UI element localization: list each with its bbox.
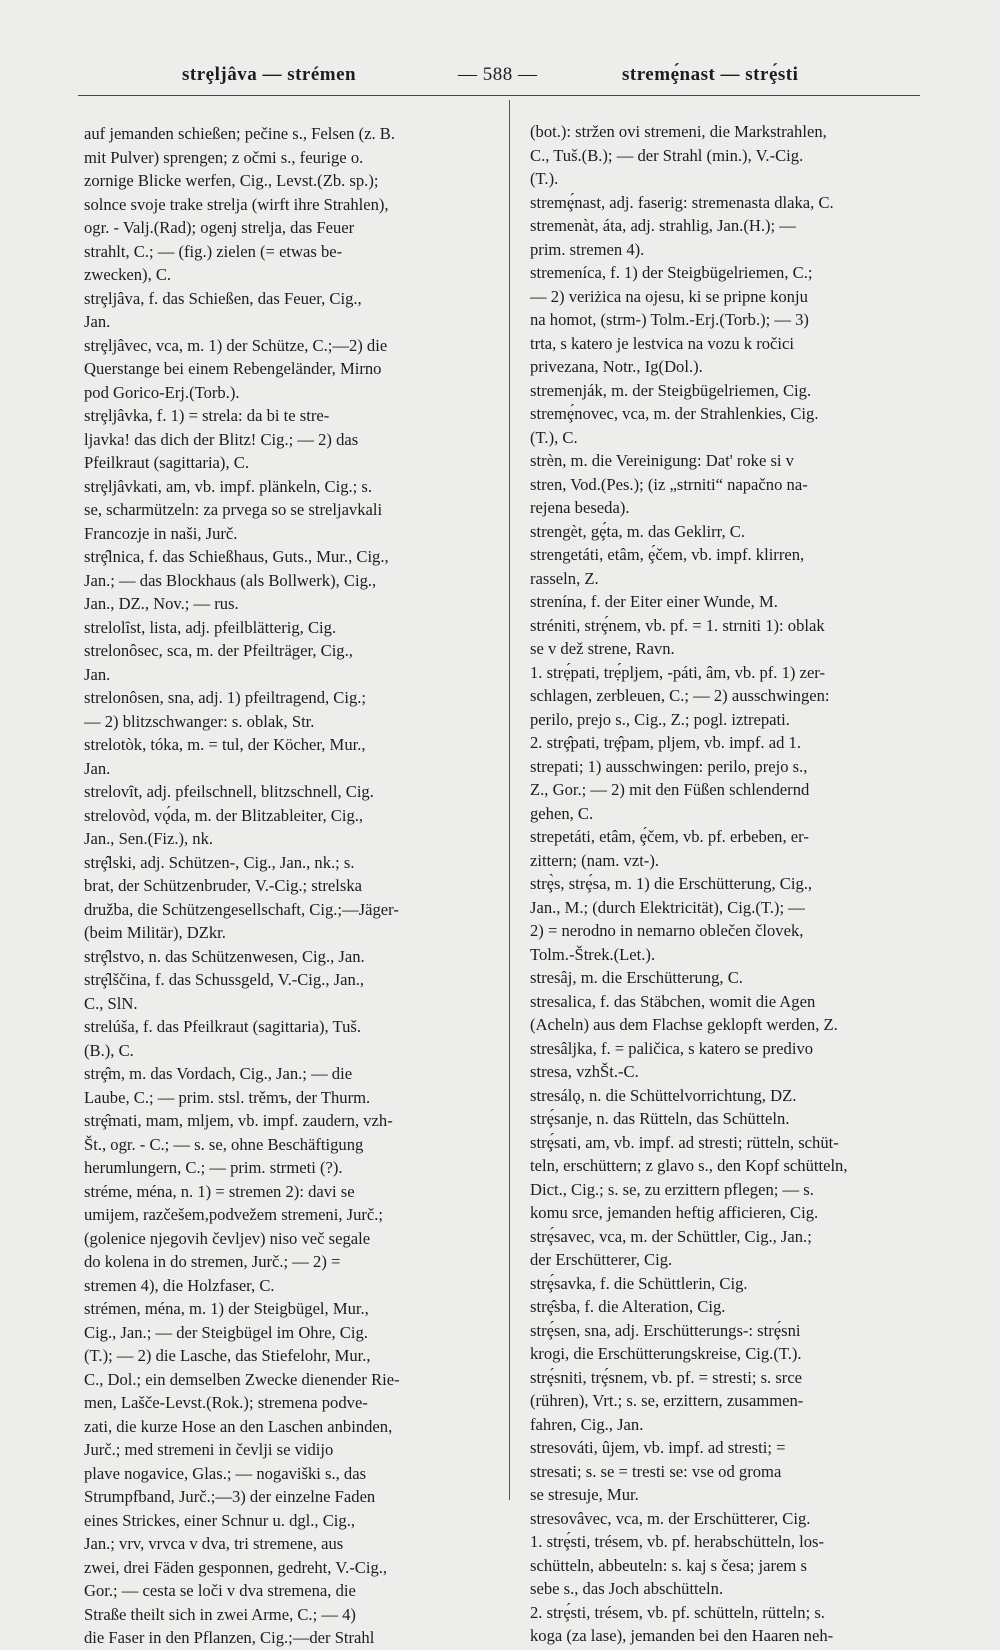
entry-line: rejena beseda). [530, 498, 630, 517]
entry-line: strepetáti, etâm, ȩ́čem, vb. pf. erbeben, er- [530, 827, 809, 846]
entry-line: Laube, C.; — prim. stsl. trěmъ, der Thurm. [84, 1087, 371, 1107]
entry-line: družba, die Schützengesellschaft, Cig.;—Jäger- [84, 899, 399, 919]
entry-line: solnce svoje trake strelja (wirft ihre Strahlen), [84, 194, 389, 214]
entry-line: strèn, m. die Vereinigung: Dat' roke si v [530, 451, 794, 470]
entry-line: Francozje in naši, Jurč. [84, 523, 238, 543]
entry-line: stréme, ména, n. 1) = stremen 2): davi se [84, 1181, 355, 1201]
entry-line: strȩ̂lnica, f. das Schießhaus, Guts., Mur., Cig., [84, 547, 389, 566]
entry-line: strengetáti, etâm, ȩ́čem, vb. impf. klirren, [530, 545, 805, 564]
entry-line: zwei, drei Fäden gesponnen, gedreht, V.-Cig., [84, 1557, 388, 1577]
entry-line: Jan. [84, 312, 111, 331]
entry-line: koga (za lase), jemanden bei den Haaren neh- [530, 1626, 834, 1645]
entry-line: eines Strickes, einer Schnur u. dgl., Cig., [84, 1510, 355, 1530]
entry-line: se v dež strene, Ravn. [530, 639, 675, 658]
entry-line: Jan. [84, 664, 111, 684]
entry-line: stremenják, m. der Steigbügelriemen, Cig. [530, 380, 812, 400]
entry-line: stremenàt, áta, adj. strahlig, Jan.(H.); — [530, 216, 796, 235]
entry-line: — 2) veriżica na ojesu, ki se pripne konju [530, 286, 808, 306]
entry-line: strȩljâva, f. das Schießen, das Feuer, Cig., [84, 288, 362, 308]
entry-line: ogr. - Valj.(Rad); ogenj strelja, das Feuer [84, 218, 355, 237]
entry-line: stresovâvec, vca, m. der Erschütterer, Cig. [530, 1508, 811, 1528]
entry-line: zwecken), C. [84, 265, 172, 284]
entry-line: strȩljâvka, f. 1) = strela: da bi te stre- [84, 406, 330, 425]
entry-line: strenína, f. der Eiter einer Wunde, M. [530, 592, 778, 611]
column-divider [509, 100, 510, 1500]
entry-line: stresalica, f. das Stäbchen, womit die Agen [530, 991, 816, 1011]
entry-line: se, scharmützeln: za prvega so se streljavkali [84, 500, 383, 519]
entry-line: (Acheln) aus dem Flachse geklopft werden, Z. [530, 1015, 838, 1034]
entry-line: stresováti, ûjem, vb. impf. ad stresti; = [530, 1438, 786, 1457]
entry-line: (rühren), Vrt.; s. se, erzittern, zusammen- [530, 1391, 804, 1410]
entry-line: (T.); — 2) die Lasche, das Stiefelohr, Mur., [84, 1346, 371, 1365]
entry-line: strȩ́savec, vca, m. der Schüttler, Cig., Jan.; [530, 1226, 812, 1246]
entry-line: privezana, Notr., Ig(Dol.). [530, 357, 703, 376]
entry-line: strepati; 1) ausschwingen: perilo, prejo s., [530, 756, 808, 776]
entry-line: strȩ̂lstvo, n. das Schützenwesen, Cig., Jan. [84, 946, 365, 966]
entry-line: Jan.; vrv, vrvca v dva, tri stremene, aus [84, 1534, 344, 1553]
entry-line: ljavka! das dich der Blitz! Cig.; — 2) das [84, 429, 359, 449]
entry-line: schlagen, zerbleuen, C.; — 2) ausschwingen: [530, 686, 830, 705]
entry-line: strȩ́sanje, n. das Rütteln, das Schütteln. [530, 1109, 790, 1128]
entry-line: die Faser in den Pflanzen, Cig.;—der Strahl [84, 1628, 375, 1647]
entry-line: strȩ́sniti, trȩ́snem, vb. pf. = stresti; s. srce [530, 1367, 803, 1387]
entry-line: strȩ̂sba, f. die Alteration, Cig. [530, 1297, 726, 1316]
entry-line: Tolm.-Štrek.(Let.). [530, 944, 656, 964]
entry-line: se stresuje, Mur. [530, 1485, 639, 1504]
entry-line: brat, der Schützenbruder, V.-Cig.; strelska [84, 876, 362, 895]
entry-line: sebe s., das Joch abschütteln. [530, 1579, 724, 1598]
entry-line: auf jemanden schießen; pečine s., Felsen (z. B. [84, 124, 396, 143]
entry-line: strȩ̂m, m. das Vordach, Cig., Jan.; — die [84, 1064, 353, 1083]
entry-line: men, Lašče-Levst.(Rok.); stremena podve- [84, 1393, 368, 1412]
entry-line: strémen, ména, m. 1) der Steigbügel, Mur., [84, 1299, 369, 1318]
header-left-guide: strȩljâva — strémen [182, 64, 357, 85]
entry-line: Z., Gor.; — 2) mit den Füßen schlendernd [530, 780, 810, 799]
entry-line: do kolena in do stremen, Jurč.; — 2) = [84, 1252, 341, 1271]
entry-line: fahren, Cig., Jan. [530, 1414, 644, 1434]
entry-line: Jan., Sen.(Fiz.), nk. [84, 829, 214, 848]
entry-line: strȩljâvkati, am, vb. impf. plänkeln, Cig.; s. [84, 476, 373, 496]
entry-line: 1. strȩ́sti, trésem, vb. pf. herabschütteln, los- [530, 1532, 825, 1551]
entry-line: Cig., Jan.; — der Steigbügel im Ohre, Cig. [84, 1322, 368, 1342]
entry-line: Strumpfband, Jurč.;—3) der einzelne Faden [84, 1487, 376, 1506]
entry-line: stresa, vzhŠt.-C. [530, 1062, 639, 1081]
entry-line: strelotòk, tóka, m. = tul, der Köcher, Mur., [84, 735, 366, 754]
entry-line: Jan., DZ., Nov.; — rus. [84, 594, 239, 613]
entry-line: stréniti, strȩ́nem, vb. pf. = 1. strniti 1): oblak [530, 615, 825, 635]
entry-line: stremeníca, f. 1) der Steigbügelriemen, C.; [530, 263, 813, 282]
entry-line: pod Gorico-Erj.(Torb.). [84, 382, 240, 402]
entry-line: Jan.; — das Blockhaus (als Bollwerk), Cig., [84, 570, 377, 590]
entry-line: strȩ́savka, f. die Schüttlerin, Cig. [530, 1273, 748, 1293]
entry-line: (beim Militär), DZkr. [84, 923, 226, 942]
entry-line: strelovȋt, adj. pfeilschnell, blitzschnell, Cig. [84, 782, 374, 801]
entry-line: stresálǫ, n. die Schüttelvorrichtung, DZ. [530, 1085, 797, 1105]
entry-line: C., SlN. [84, 993, 138, 1013]
entry-line: komu srce, jemanden heftig afficieren, Cig. [530, 1203, 819, 1222]
entry-line: (golenice njegovih čevljev) niso več segale [84, 1228, 371, 1248]
entry-line: strelovòd, vǫ́da, m. der Blitzableiter, Cig., [84, 805, 364, 825]
entry-line: Jan., M.; (durch Elektricität), Cig.(T.); — [530, 897, 805, 917]
entry-line: Straße theilt sich in zwei Arme, C.; — 4) [84, 1604, 356, 1624]
entry-line: herumlungern, C.; — prim. strmeti (?). [84, 1158, 343, 1177]
entry-line: Dict., Cig.; s. se, zu erzittern pflegen; — s. [530, 1179, 814, 1199]
entry-line: der Erschütterer, Cig. [530, 1250, 673, 1269]
entry-line: strȩljâvec, vca, m. 1) der Schütze, C.;—2) die [84, 335, 388, 355]
header-right-guide: stremȩ́nast — strȩ́sti [622, 64, 799, 85]
entry-line: perilo, prejo s., Cig., Z.; pogl. iztrepati. [530, 709, 790, 729]
entry-line: strȩ̂lski, adj. Schützen-, Cig., Jan., nk.; s. [84, 852, 355, 872]
entry-line: strȩ́sati, am, vb. impf. ad stresti; rütteln, schüt- [530, 1132, 839, 1152]
right-column [530, 120, 950, 1648]
entry-line: strahlt, C.; — (fig.) zielen (= etwas be- [84, 241, 343, 261]
entry-line: stresati; s. se = tresti se: vse od groma [530, 1461, 782, 1481]
entry-line: Querstange bei einem Rebengeländer, Mirno [84, 359, 382, 378]
entry-line: — 2) blitzschwanger: s. oblak, Str. [84, 711, 315, 731]
entry-line: stresâj, m. die Erschütterung, C. [530, 968, 743, 987]
entry-line: strelonôsec, sca, m. der Pfeilträger, Cig., [84, 641, 353, 660]
entry-line: C., Dol.; ein demselben Zwecke dienender Rie- [84, 1369, 400, 1389]
entry-line: zittern; (nam. vzt-). [530, 850, 660, 870]
left-column [84, 122, 502, 1650]
entry-line: (B.), C. [84, 1040, 134, 1060]
entry-line: strȩ̂mati, mam, mljem, vb. impf. zaudern, vzh- [84, 1111, 393, 1130]
entry-line: strȩ̀s, strȩ́sa, m. 1) die Erschütterung, Cig., [530, 874, 813, 893]
entry-line: trta, s katero je lestvica na vozu k ročici [530, 333, 795, 353]
entry-line: strelúša, f. das Pfeilkraut (sagittaria), Tuš. [84, 1017, 361, 1036]
entry-line: strȩ̂lščina, f. das Schussgeld, V.-Cig., Jan., [84, 970, 365, 989]
entry-line: krogi, die Erschütterungskreise, Cig.(T.). [530, 1344, 802, 1363]
entry-line: na homot, (strm-) Tolm.-Erj.(Torb.); — 3) [530, 310, 809, 329]
entry-line: teln, erschüttern; z glavo s., den Kopf schütteln, [530, 1156, 848, 1175]
entry-line: 2) = nerodno in nemarno oblečen človek, [530, 921, 804, 940]
page-number: — 588 — [458, 64, 538, 85]
entry-line: stren, Vod.(Pes.); (iz „strniti“ napačno na- [530, 474, 808, 494]
entry-line: Jan. [84, 758, 111, 778]
entry-line: 2. strȩ̂pati, trȩ̂pam, pljem, vb. impf. ad 1. [530, 733, 801, 752]
entry-line: 2. strȩ́sti, trésem, vb. pf. schütteln, rütteln; s. [530, 1602, 825, 1622]
entry-line: schütteln, abbeuteln: s. kaj s česa; jarem s [530, 1555, 807, 1575]
entry-line: umijem, razčešem,podvežem stremeni, Jurč.; [84, 1205, 384, 1224]
entry-line: stremȩ́novec, vca, m. der Strahlenkies, Cig. [530, 404, 819, 423]
entry-line: Jurč.; med stremeni in čevlji se vidijo [84, 1440, 334, 1459]
entry-line: Gor.; — cesta se loči v dva stremena, die [84, 1581, 356, 1600]
entry-line: strelonôsen, sna, adj. 1) pfeiltragend, Cig.; [84, 688, 367, 707]
entry-line: stresâljka, f. = paličica, s katero se predivo [530, 1038, 814, 1058]
entry-line: (bot.): stržen ovi stremeni, die Markstrahlen, [530, 122, 827, 141]
entry-line: (T.). [530, 169, 559, 188]
entry-line: gehen, C. [530, 803, 594, 823]
entry-line: zati, die kurze Hose an den Laschen anbinden, [84, 1416, 393, 1436]
entry-line: prim. stremen 4). [530, 239, 645, 259]
entry-line: Pfeilkraut (sagittaria), C. [84, 453, 249, 472]
entry-line: (T.), C. [530, 427, 578, 447]
entry-line: 1. strẹ́pati, trẹ́pljem, -páti, âm, vb. pf. 1) zer- [530, 662, 826, 682]
entry-line: Št., ogr. - C.; — s. se, ohne Beschäftigung [84, 1134, 364, 1154]
entry-line: strengèt, gȩ́ta, m. das Geklirr, C. [530, 521, 745, 541]
entry-line: C., Tuš.(B.); — der Strahl (min.), V.-Cig. [530, 145, 804, 165]
header-rule [78, 95, 920, 96]
entry-line: stremen 4), die Holzfaser, C. [84, 1275, 275, 1295]
entry-line: zornige Blicke werfen, Cig., Levst.(Zb. sp.); [84, 171, 379, 190]
page-header [90, 58, 930, 92]
entry-line: mit Pulver) sprengen; z očmi s., feurige o. [84, 147, 364, 167]
entry-line: stremȩ́nast, adj. faserig: stremenasta dlaka, C. [530, 192, 834, 212]
entry-line: strelolȋst, lista, adj. pfeilblätterig, Cig. [84, 617, 337, 637]
entry-line: strȩ́sen, sna, adj. Erschütterungs-: strȩ́sni [530, 1320, 801, 1340]
entry-line: plave nogavice, Glas.; — nogaviški s., das [84, 1463, 367, 1483]
entry-line: rasseln, Z. [530, 568, 599, 588]
